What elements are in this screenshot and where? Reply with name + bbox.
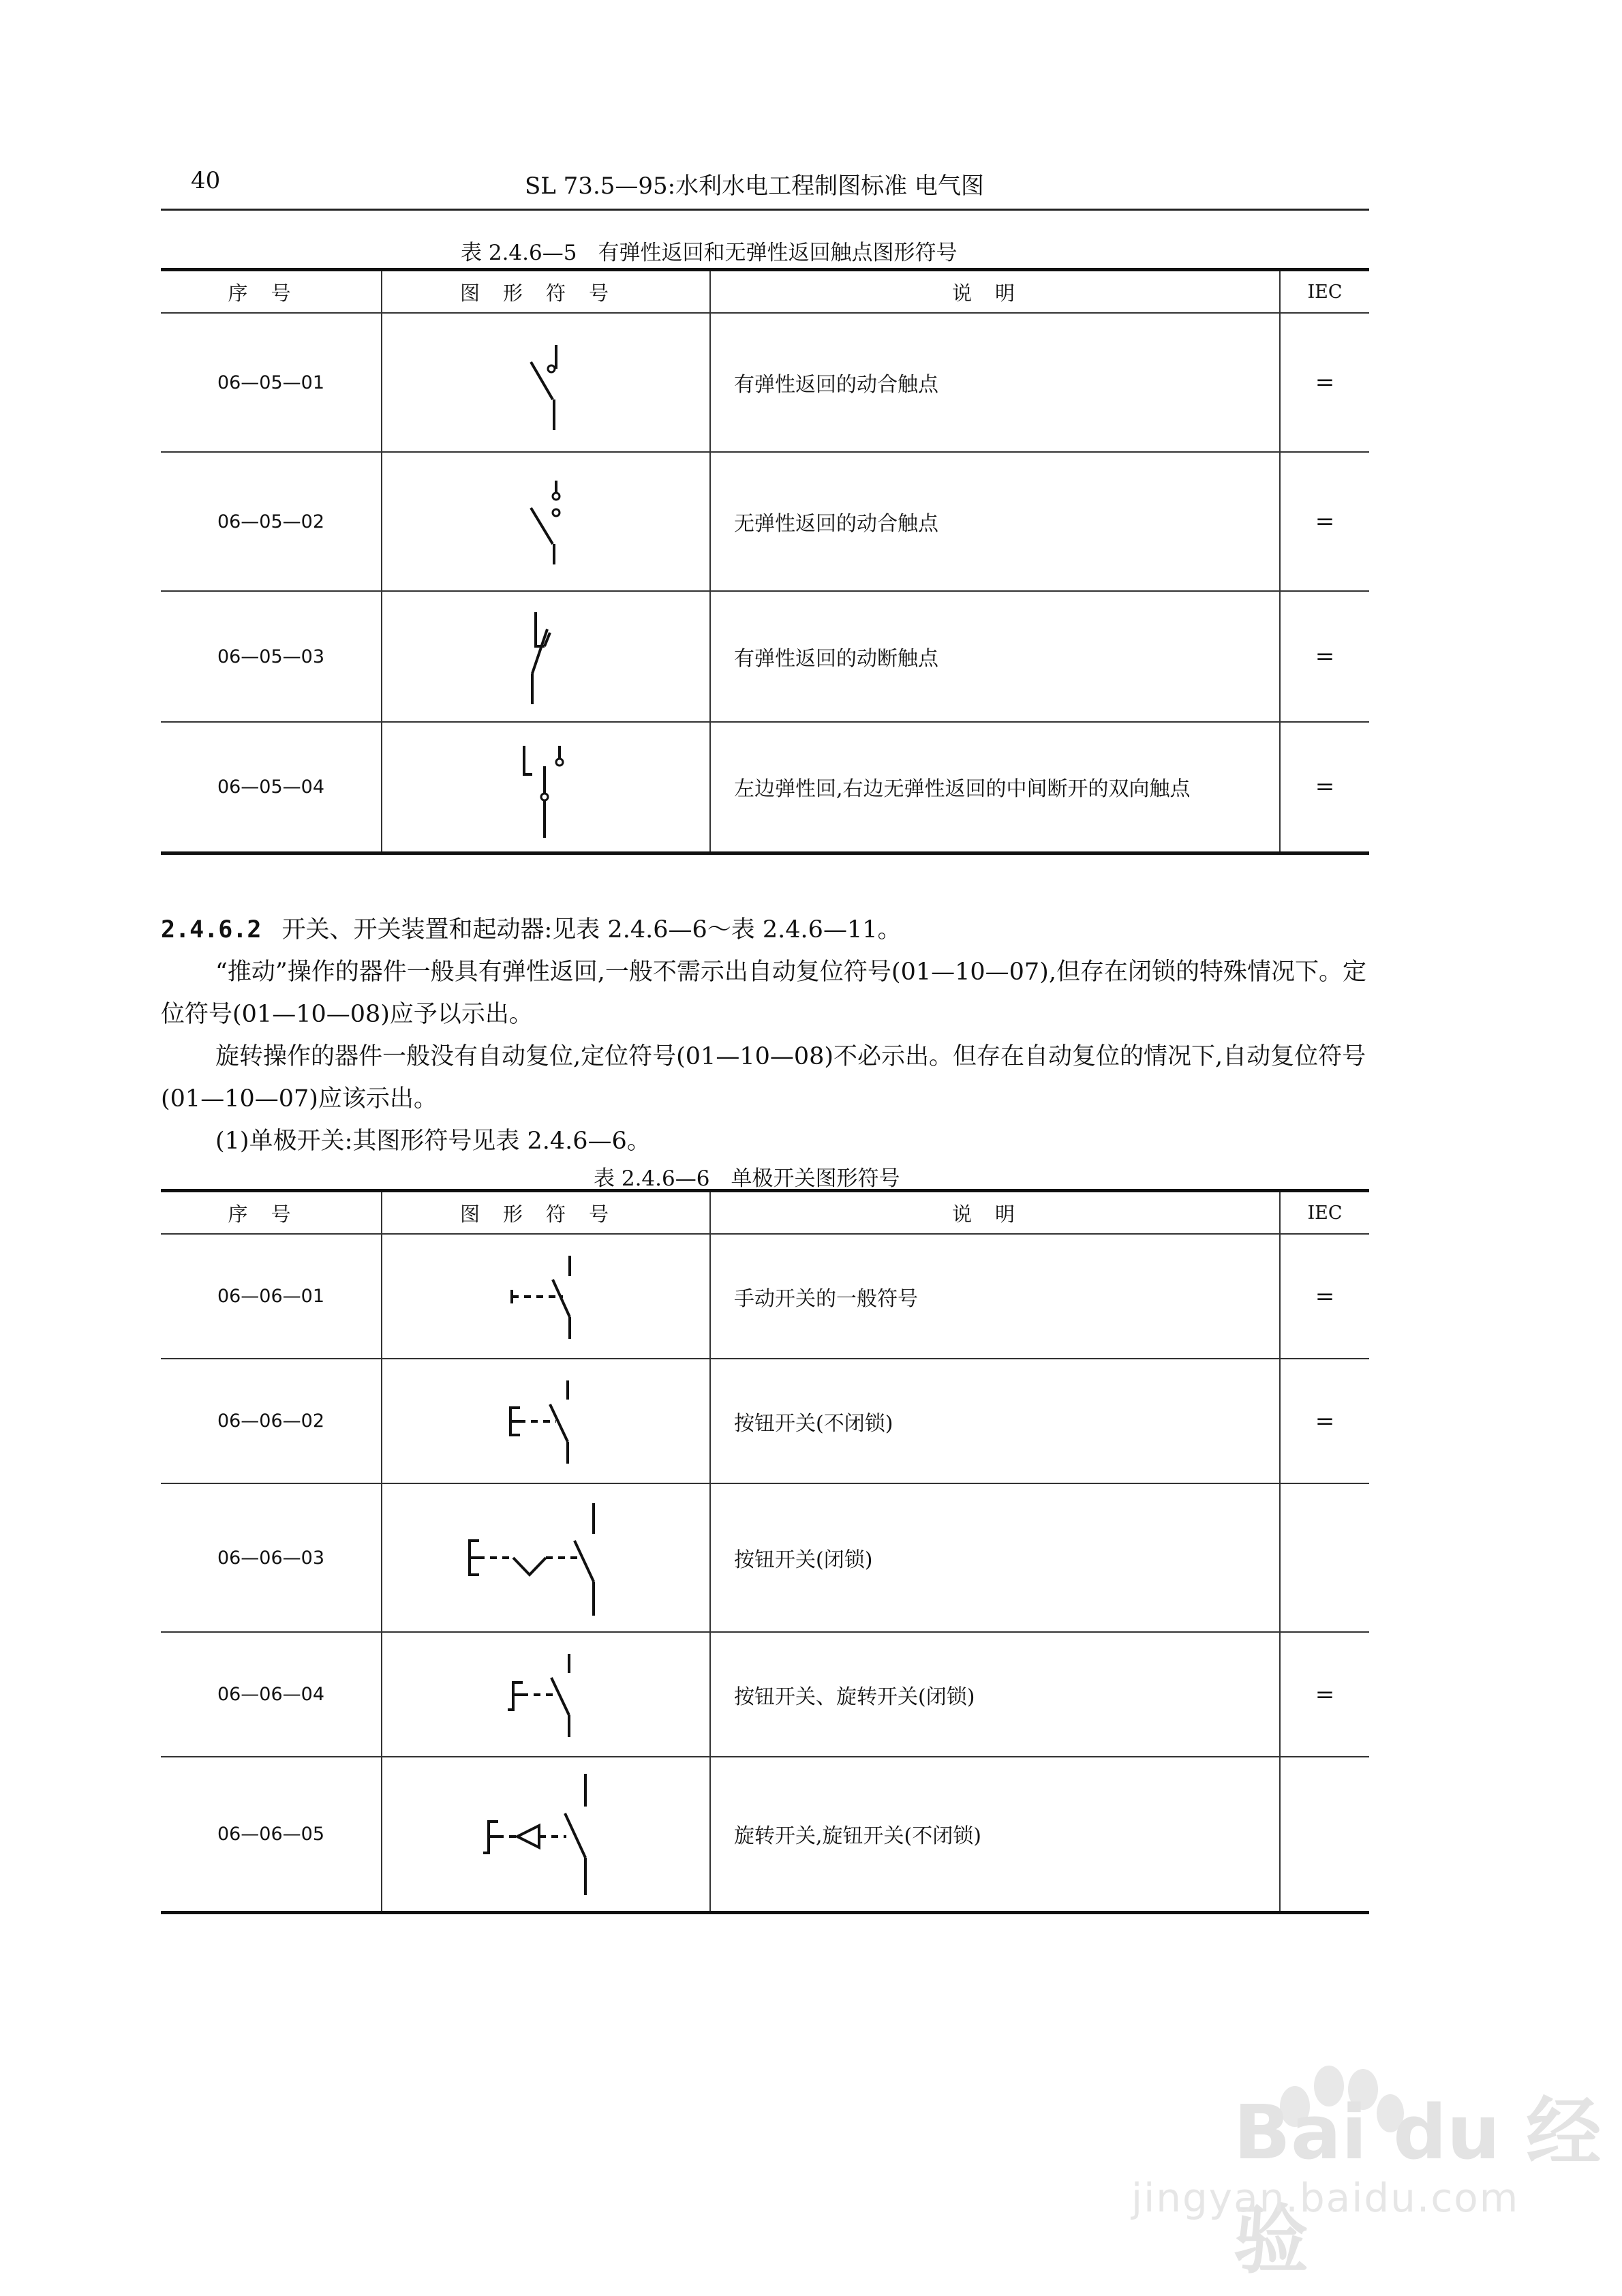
section-title: 开关、开关装置和起动器:见表 2.4.6—6～表 2.4.6—11。: [281, 916, 902, 943]
table2-caption: 表 2.4.6—6 单极开关图形符号: [594, 1166, 900, 1191]
row-description: 按钮开关(闭锁): [710, 1483, 1280, 1632]
row-code: 06—06—03: [161, 1483, 382, 1632]
table-row: [161, 1359, 1369, 1483]
table-row: [161, 452, 1369, 591]
row-symbol: [382, 591, 710, 722]
watermark-url: jingyan.baidu.com: [1131, 2175, 1520, 2221]
two-way-contact-center-off-icon: [505, 732, 587, 841]
row-code: 06—06—02: [161, 1359, 382, 1483]
row-code: 06—05—01: [161, 313, 382, 452]
table-row: [161, 1234, 1369, 1359]
row-code: 06—06—04: [161, 1632, 382, 1757]
running-title: SL 73.5—95:水利水电工程制图标准 电气图: [525, 172, 984, 200]
row-iec: [1280, 1757, 1369, 1912]
col-header-description: 说明: [710, 1191, 1280, 1235]
row-symbol: [382, 1632, 710, 1757]
page-number: 40: [191, 167, 221, 194]
row-symbol: [382, 313, 710, 452]
table1: [161, 268, 1369, 855]
paragraph-single-pole: (1)单极开关:其图形符号见表 2.4.6—6。: [215, 1128, 651, 1155]
col-header-code: 序号: [161, 1191, 382, 1235]
row-symbol: [382, 1757, 710, 1912]
col-header-symbol: 图形符号: [382, 1191, 710, 1235]
row-code: 06—05—02: [161, 452, 382, 591]
table-row: [161, 591, 1369, 722]
section-number: 2.4.6.2: [161, 916, 262, 943]
row-symbol: [382, 1234, 710, 1359]
row-iec: =: [1280, 452, 1369, 591]
row-iec: =: [1280, 1359, 1369, 1483]
header-rule: [161, 209, 1369, 211]
row-description: 旋转开关,旋钮开关(不闭锁): [710, 1757, 1280, 1912]
row-iec: =: [1280, 722, 1369, 853]
row-description: 按钮开关、旋转开关(闭锁): [710, 1632, 1280, 1757]
row-description: 左边弹性回,右边无弹性返回的中间断开的双向触点: [710, 722, 1280, 853]
push-button-switch-icon: [498, 1374, 594, 1469]
push-button-switch-latched-icon: [464, 1493, 628, 1622]
col-header-description: 说明: [710, 270, 1280, 314]
table-row: [161, 1483, 1369, 1632]
table-row: [161, 1632, 1369, 1757]
spring-return-break-contact-icon: [505, 605, 587, 708]
table-row: [161, 722, 1369, 853]
row-description: 按钮开关(不闭锁): [710, 1359, 1280, 1483]
spring-return-make-contact-icon: [505, 331, 587, 434]
row-code: 06—06—05: [161, 1757, 382, 1912]
row-description: 有弹性返回的动合触点: [710, 313, 1280, 452]
watermark-brand: Bai du 经验: [1234, 2089, 1602, 2284]
col-header-symbol: 图形符号: [382, 270, 710, 314]
table1-caption: 表 2.4.6—5 有弹性返回和无弹性返回触点图形符号: [461, 241, 958, 265]
row-code: 06—05—04: [161, 722, 382, 853]
row-code: 06—06—01: [161, 1234, 382, 1359]
table1-header-row: [161, 270, 1369, 314]
table-row: [161, 1757, 1369, 1912]
row-iec: =: [1280, 1632, 1369, 1757]
push-button-rotary-switch-icon: [498, 1647, 594, 1742]
row-iec: =: [1280, 313, 1369, 452]
row-iec: =: [1280, 1234, 1369, 1359]
table-row: [161, 313, 1369, 452]
row-iec: [1280, 1483, 1369, 1632]
row-symbol: [382, 1359, 710, 1483]
col-header-iec: IEC: [1280, 1191, 1369, 1235]
row-code: 06—05—03: [161, 591, 382, 722]
row-symbol: [382, 1483, 710, 1632]
rotary-knob-switch-icon: [478, 1766, 614, 1902]
row-description: 手动开关的一般符号: [710, 1234, 1280, 1359]
row-symbol: [382, 722, 710, 853]
table2-header-row: [161, 1191, 1369, 1235]
paragraph-push-operation: “推动”操作的器件一般具有弹性返回,一般不需示出自动复位符号(01—10—07),但存在闭锁的特殊情况下。定位符号(01—10—08)应予以示出。: [161, 958, 1366, 1028]
row-description: 有弹性返回的动断触点: [710, 591, 1280, 722]
section-heading: [161, 909, 1369, 951]
row-symbol: [382, 452, 710, 591]
col-header-code: 序号: [161, 270, 382, 314]
col-header-iec: IEC: [1280, 270, 1369, 314]
row-iec: =: [1280, 591, 1369, 722]
paragraph-rotary-operation: 旋转操作的器件一般没有自动复位,定位符号(01—10—08)不必示出。但存在自动复位的情况下,自动复位符号(01—10—07)应该示出。: [161, 1043, 1366, 1113]
no-spring-return-make-contact-icon: [505, 470, 587, 573]
table2: [161, 1189, 1369, 1914]
manual-switch-icon: [498, 1249, 594, 1344]
row-description: 无弹性返回的动合触点: [710, 452, 1280, 591]
